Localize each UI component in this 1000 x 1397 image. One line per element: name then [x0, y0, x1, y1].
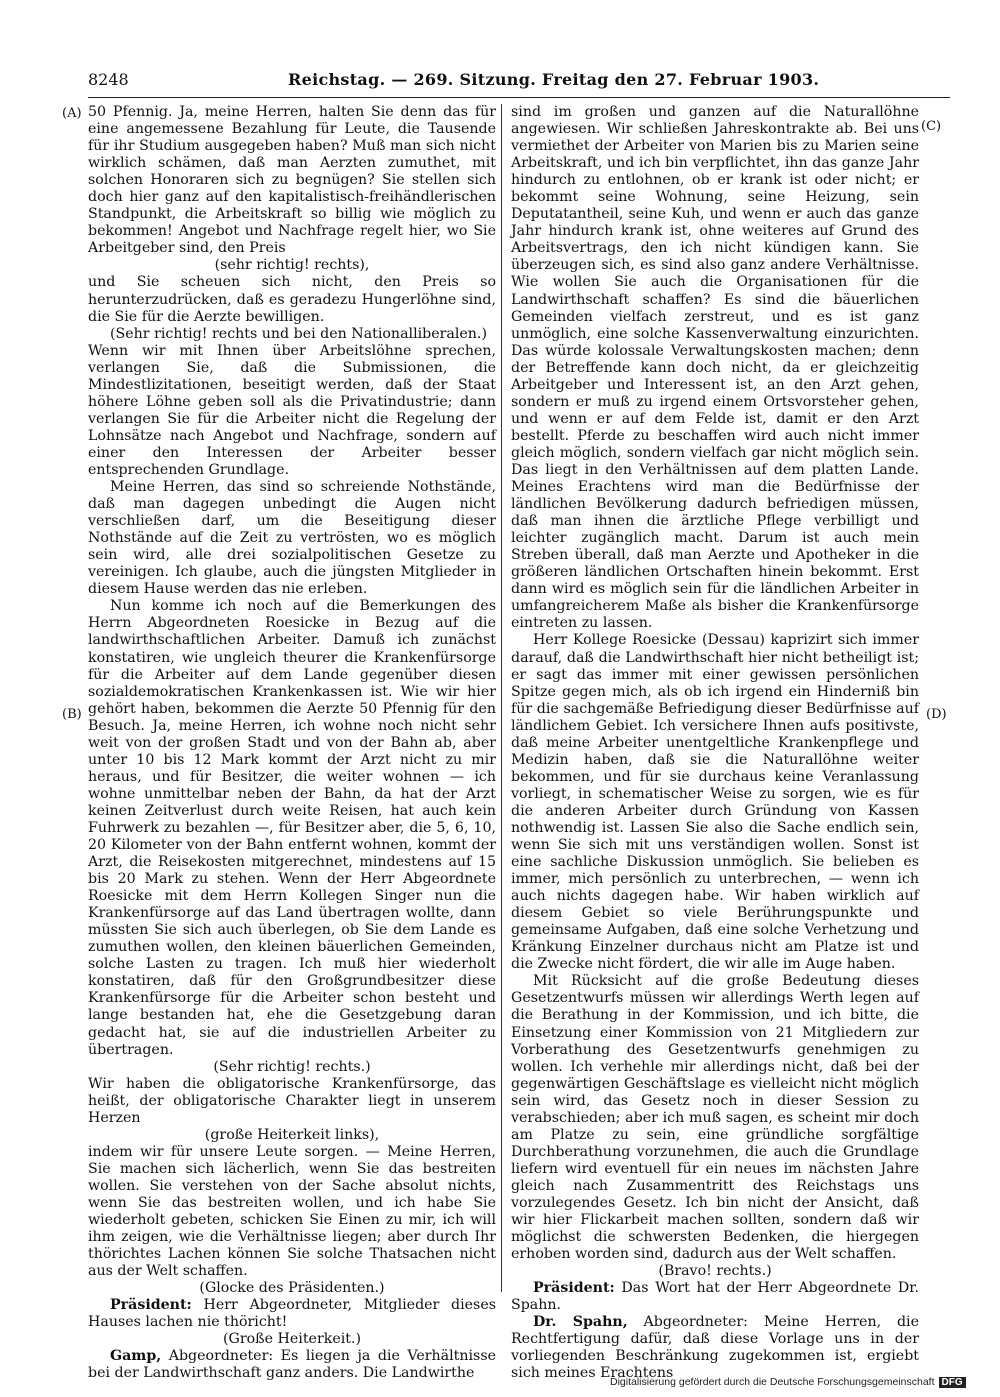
right-column-paragraph: Dr. Spahn, Abgeordneter: Meine Herren, die Rechtfertigung dafür, daß diese Vorlage uns in der vorliegenden Beschränkung zugekommen ist, ergiebt sich meines Erachtens — [511, 1314, 919, 1382]
margin-marker-a: (A) — [62, 106, 82, 121]
right-column — [511, 104, 919, 1383]
margin-marker-c: (C) — [921, 119, 942, 134]
right-column-paragraph: Präsident: Das Wort hat der Herr Abgeordnete Dr. Spahn. — [511, 1280, 919, 1314]
speaker-name: Gamp, — [110, 1348, 162, 1365]
left-column-paragraph: (Glocke des Präsidenten.) — [199, 1280, 385, 1297]
speaker-name: Dr. Spahn, — [533, 1314, 628, 1331]
left-column-paragraph: (sehr richtig! rechts), — [214, 257, 370, 274]
margin-marker-b: (B) — [62, 707, 82, 722]
right-column-paragraph: (Bravo! rechts.) — [658, 1263, 772, 1280]
running-title: Reichstag. — 269. Sitzung. Freitag den 27. Februar 1903. — [288, 70, 820, 89]
left-column-paragraph: Präsident: Herr Abgeordneter, Mitglieder dieses Hauses lachen nie thöricht! — [88, 1297, 496, 1331]
left-column-paragraph: Gamp, Abgeordneter: Es liegen ja die Verhältnisse bei der Landwirthschaft ganz anders. Die Landwirthe — [88, 1348, 496, 1382]
speaker-name: Präsident: — [533, 1280, 615, 1297]
left-column-paragraph: Nun komme ich noch auf die Bemerkungen des Herrn Abgeordneten Roesicke in Bezug auf die landwirthschaftlichen Arbeiter. Damuß ich zunächst konstatiren, wie ungleich theurer die Krankenfürsorge für die Arbeiter auf dem Lande gegenüber diesen sozialdemokratischen Krankenkassen ist. Wie wir hier gehört haben, bekommen die Aerzte 50 Pfennig für den Besuch. Ja, meine Herren, ich wohne noch nicht sehr weit von der großen Stadt und von der Bahn ab, aber unter 10 bis 12 Mark kommt der Arzt nicht zu mir heraus, und für Besitzer, die weiter wohnen — ich wohne unmittelbar neben der Bahn, da hat der Arzt keinen Zeitverlust durch weite Reisen, hat auch kein Fuhrwerk zu bezahlen —, für Besitzer aber, die 5, 6, 10, 20 Kilometer von der Bahn entfernt wohnen, kommt der Arzt, die Reisekosten mitgerechnet, mindestens auf 15 bis 20 Mark zu stehen. Wenn der Herr Abgeordnete Roesicke mit dem Herrn Kollegen Singer nun die Krankenfürsorge auf das Land übertragen wollte, dann müssten Sie sich auch überlegen, ob Sie dem Lande es zumuthen wollen, den kleinen bäuerlichen Gemeinden, solche Lasten zu tragen. Ich muß hier wiederholt konstatiren, daß für den Großgrundbesitzer diese Krankenfürsorge für die Arbeiter schon besteht und lange bestanden hat, ehe die Gesetzgebung daran gedacht hat, sie auf die industriellen Arbeiter zu übertragen. — [88, 598, 496, 1058]
left-column — [88, 104, 496, 1383]
right-column-paragraph: sind im großen und ganzen auf die Naturallöhne angewiesen. Wir schließen Jahreskontrakte ab. Bei uns vermiethet der Arbeiter von Marien bis zu Marien seine Arbeitskraft, und ich bin verpflichtet, ihn das ganze Jahr hindurch zu entlohnen, ob er krank ist oder nicht; er bekommt seine Wohnung, seine Heizung, sein Deputatantheil, seine Kuh, und wenn er auch das ganze Jahr hindurch krank ist, ohne weiteres auf Grund des Arbeitsvertrags, den ich nicht kündigen kann. Sie überzeugen sich, es sind also ganz andere Verhältnisse. Wie wollen Sie auch die Organisationen für die Landwirthschaft schaffen? Es sind die bäuerlichen Gemeinden vielfach zerstreut, und es ist ganz unmöglich, eine solche Kassenverwaltung einzurichten. Das würde kolossale Verwaltungskosten machen; denn der Betreffende kann doch nicht, da er gleichzeitig Arbeitgeber und Interessent ist, an den Arzt gehen, sondern er muß zu irgend einem Ortsvorsteher gehen, und wenn er auf dem Felde ist, damit er den Arzt bestellt. Pferde zu beschaffen wird auch nicht immer gleich möglich, sondern vielfach gar nicht möglich sein. Das liegt in den Verhältnissen auf dem platten Lande. Meines Erachtens wird man die Bedürfnisse der ländlichen Bevölkerung dadurch befriedigen müssen, daß man ihnen die ärztliche Pflege verbilligt und leichter zugänglich macht. Darum ist auch mein Streben überall, daß man Aerzte und Apotheker in die größeren ländlichen Ortschaften hinein bekommt. Erst dann wird es möglich sein für die ländlichen Arbeiter in umfangreicherem Maße als bisher die Krankenfürsorge eintreten zu lassen. — [511, 104, 919, 632]
left-column-paragraph: Wenn wir mit Ihnen über Arbeitslöhne sprechen, verlangen Sie, daß die Submissionen, die Mindestlizitationen, beseitigt werden, daß der Staat höhere Löhne geben soll als die Privatindustrie; dann verlangen Sie für die Arbeiter nicht die Regelung der Lohnsätze nach Angebot und Nachfrage, sondern auf einer den Interessen der Arbeiter besser entsprechenden Grundlage. — [88, 342, 496, 478]
left-column-paragraph: Wir haben die obligatorische Krankenfürsorge, das heißt, der obligatorische Charakter liegt in unserem Herzen — [88, 1075, 496, 1126]
right-column-paragraph: Herr Kollege Roesicke (Dessau) kaprizirt sich immer darauf, daß die Landwirthschaft hier nicht betheiligt ist; er sagt das immer mit einer gewissen persönlichen Spitze gegen mich, als ob ich irgend ein Hinderniß bin für die sachgemäße Befriedigung dieser Bedürfnisse auf ländlichem Gebiet. Ich versichere Ihnen aufs positivste, daß meine Arbeiter unentgeltliche Krankenpflege und Medizin haben, daß sie die Naturallöhne weiter bekommen, und für sie durchaus keine Veranlassung vorliegt, in schematischer Weise zu sorgen, wie es für die anderen Arbeiter durch Gründung von Kassen nothwendig ist. Lassen Sie also die Sache endlich sein, wenn Sie sich mit uns verständigen wollen. Sonst ist eine sachliche Diskussion unmöglich. Sie belieben es immer, mich persönlich zu unterbrechen, — wenn ich auch nichts dagegen habe. Wir haben wirklich auf diesem Gebiet so viele Berührungspunkte und gemeinsame Aufgaben, daß eine solche Verhetzung und Kränkung Einzelner durchaus nicht am Platze ist und die Zwecke nicht fördert, die wir alle im Auge haben. — [511, 632, 919, 973]
left-column-paragraph: (Sehr richtig! rechts.) — [213, 1058, 371, 1075]
footer-text: Digitalisierung gefördert durch die Deutsche Forschungsgemeinschaft — [610, 1376, 935, 1388]
column-divider — [501, 104, 502, 1292]
footer-credit — [610, 1376, 966, 1388]
left-column-paragraph: indem wir für unsere Leute sorgen. — Meine Herren, Sie machen sich lächerlich, wenn Sie das bestreiten wollen. Sie verstehen von der Sache absolut nichts, wenn Sie das bestreiten wollen, und ich habe Sie wiederholt gebeten, schicken Sie Einen zu mir, ich will ihm zeigen, wie die Verhältnisse liegen; aber durch Ihr thörichtes Lachen können Sie solche Thatsachen nicht aus der Welt schaffen. — [88, 1143, 496, 1280]
header-rule — [88, 97, 950, 98]
dfg-logo: DFG — [939, 1377, 966, 1388]
right-column-paragraph: Mit Rücksicht auf die große Bedeutung dieses Gesetzentwurfs müssen wir allerdings Werth legen auf die Berathung in der Kommission, und ich bitte, die Einsetzung einer Kommission von 21 Mitgliedern zur Vorberathung des Gesetzentwurfs genehmigen zu wollen. Ich verhehle mir allerdings nicht, daß bei der gegenwärtigen Geschäftslage es vielleicht nicht möglich sein wird, das Gesetz noch in dieser Session zu verabschieden; aber ich muß sagen, es scheint mir doch am Platze zu sein, eine gründliche sorgfältige Durchberathung vorzunehmen, die auch die Grundlage liefern wird eventuell für ein neues im nächsten Jahre gleich nach Zusammentritt des Reichstags uns vorzulegendes Gesetz. Ich bin nicht der Ansicht, daß wir hier Flickarbeit machen sollten, sondern daß wir möglichst die schwersten Bedenken, die hiergegen erhoben worden sind, dadurch aus der Welt schaffen. — [511, 973, 919, 1263]
left-column-paragraph: und Sie scheuen sich nicht, den Preis so herunterzudrücken, daß es geradezu Hungerlöhne sind, die Sie für die Aerzte bewilligen. — [88, 274, 496, 325]
page-number: 8248 — [88, 70, 129, 89]
page-header — [88, 66, 950, 90]
left-column-paragraph: (Große Heiterkeit.) — [222, 1331, 362, 1348]
left-column-paragraph: 50 Pfennig. Ja, meine Herren, halten Sie denn das für eine angemessene Bezahlung für Leute, die Tausende für ihr Studium ausgegeben haben? Muß man sich nicht wirklich schämen, daß man Aerzten zumuthet, mit solchen Honoraren sich zu begnügen? Sie stellen sich doch hier ganz auf den kapitalistisch-freihändlerischen Standpunkt, die Arbeitskraft so billig wie möglich zu bekommen! Angebot und Nachfrage regelt hier, wo Sie Arbeitgeber sind, den Preis — [88, 104, 496, 257]
left-column-paragraph: Meine Herren, das sind so schreiende Nothstände, daß man dagegen unbedingt die Augen nicht verschließen darf, um die Beseitigung dieser Nothstände auf die Zeit zu vertrösten, wo es möglich sein wird, alle drei sozialpolitischen Gesetze zu vereinigen. Ich glaube, auch die jüngsten Mitglieder in diesem Hause werden das nie erleben. — [88, 479, 496, 598]
margin-marker-d: (D) — [926, 707, 947, 722]
speaker-name: Präsident: — [110, 1297, 192, 1314]
left-column-paragraph: (große Heiterkeit links), — [204, 1126, 380, 1143]
left-column-paragraph: (Sehr richtig! rechts und bei den Nationalliberalen.) — [110, 325, 487, 342]
